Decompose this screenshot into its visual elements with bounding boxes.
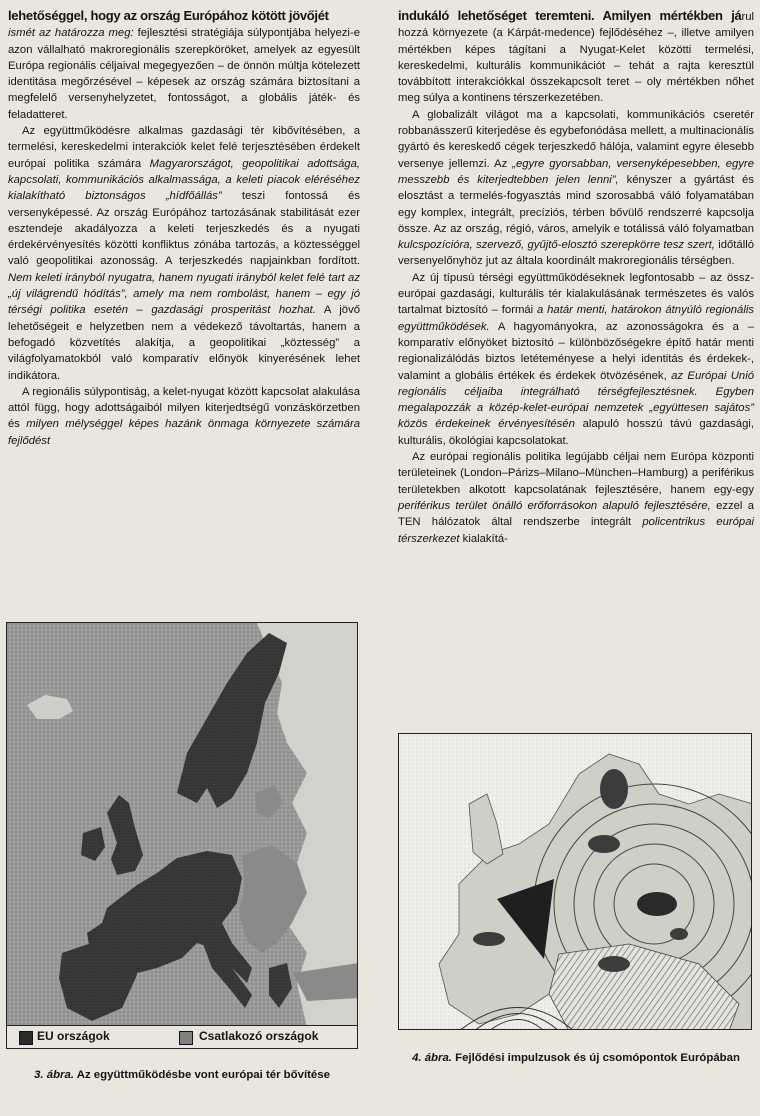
paragraph	[398, 270, 754, 449]
caption-number: 4. ábra.	[412, 1052, 452, 1064]
europe-map	[7, 623, 358, 1028]
body-text: alapuló hosszú távú gazdasági, kulturális, ökológiai kapcsolatokat.	[398, 418, 755, 447]
paragraph	[8, 384, 360, 449]
body-text: A hagyományokra, az azonosságokra és a – komparatív előnyöket biztosító – különbözőségekre építő határ menti regionalizálódás biztos letéteményese a helyi identitás és érdekek-, valamint a globális értékek és érdekek ötvözésének,	[398, 320, 754, 382]
node	[600, 769, 628, 809]
figure-4	[398, 733, 752, 1030]
italic-text: Magyarországot, geopolitikai adottsága, kapcsolati, kommunikációs alkalmassága, a keleti piacok eléréséhez kialakítható biztonságos „hídfőállás”	[8, 157, 360, 203]
italic-text: milyen mélységgel képes hazánk önmaga környezete számára fejlődést	[8, 418, 360, 447]
paragraph	[8, 123, 360, 384]
node	[670, 928, 688, 940]
body-text: rul hozzá környezete (a Kárpát-medence) fejlődéséhez –, illetve amilyen mértékben képes tágítani a Nyugat-Kelet közötti termelési, kereskedelmi, kulturális kommunikációt – tehát a rajta keresztül továbbított interakciókkal összekapcsolt teret – oly mértékben nőhet meg súlya a kontinens térszerkezetében.	[398, 11, 754, 105]
left-column	[8, 8, 360, 449]
body-text: kialakítá-	[459, 532, 508, 545]
map-frame	[398, 733, 752, 1030]
right-column	[398, 8, 754, 547]
node	[637, 892, 677, 916]
caption-number: 3. ábra.	[34, 1069, 74, 1081]
body-text: A jövő lehetőségeit e helyzetben nem a védekező távoltartás, hanem a befogadó közvetítés alakítja, a geopolitikai „köztesség” a világfolyamatokból való komparatív előnyök kinyerésének lehet indikátora.	[8, 304, 360, 382]
body-text: Az új típusú térségi együttműködéseknek legfontosabb – az össz-európai gazdasági, kulturális tér kialakulásának természetes és valós tartalmat biztosító – formái	[398, 271, 754, 317]
node	[473, 932, 505, 946]
body-text: Az együttműködésre alkalmas gazdasági tér kibővítésében, a termelési, kereskedelmi interakciók kelet felé terjesztésében érdekelt európai politika számára	[8, 125, 360, 170]
caption-text: Fejlődési impulzusok és új csomópontok Európában	[451, 1052, 740, 1064]
map-frame	[6, 622, 358, 1049]
italic-text: ismét az határozza meg:	[8, 27, 134, 40]
impulses-map	[399, 734, 752, 1030]
italic-text: kulcspozícióra, szervező, gyűjtő-elosztó szerepkörre tesz szert,	[398, 239, 715, 252]
continued-heading-text: indukáló lehetőséget teremteni. Amilyen mértékben já	[398, 8, 742, 23]
italic-text: a határ menti, határokon átnyúló regionális együttműködések.	[398, 304, 754, 333]
paragraph	[398, 8, 754, 107]
body-text: kényszer a gyártást és elosztást a termelés-fogyasztás mind szorosabbá váló folyamatában egy komplex, integrált, precíziós, térben bővülő rendszerré kapcsolja össze. Az az ország, régió, város, amelyik e totálissá váló folyamatban	[398, 173, 754, 235]
paragraph	[398, 449, 754, 547]
italic-text: periférikus terület önálló erőforrásokon alapuló fejlesztésére,	[398, 499, 711, 512]
figure-4-caption	[400, 1051, 752, 1065]
node	[588, 835, 620, 853]
italic-text: „egyre gyorsabban, versenyképesebben, egyre messzebb és kiterjedtebben jelen lenni”,	[398, 157, 754, 186]
body-text: teszi fontossá és versenyképessé. Az ország Európához tartozásának stabilitását ezer esztendeje akadályozza a keleti terjeszkedés és a nyugati érdekérvényesítés közötti konfliktus zónába tartozás, a köztességgel való geopolitikai azonosság. A terjeszkedés napjainkban fordított.	[8, 190, 361, 268]
caption-text: Az együttműködésbe vont európai tér bővítése	[73, 1069, 330, 1081]
italic-text: az Európai Unió regionális céljaiba integrálható térségfejlesztésnek. Egyben megalapozzák a közép-kelet-európai nemzetek „együttesen sajátos” közös érdekeinek érvényesítésén	[398, 369, 754, 431]
italic-text: policentrikus európai térszerkezet	[398, 516, 754, 545]
body-text: fejlesztési stratégiája súlypontjába helyezi-e azon vállalható makroregionális szerepköröket, amelyek az egyesült Európa regionális céljaival megegyezően – de önnön múltja kötelezett identitása megőrzésével – képesek az ország számára biztosítani a megfelelő versenyhelyzetet, fontosságot, a globális játék- és feladatteret.	[8, 27, 360, 121]
legend-label-candidate: Csatlakozó országok	[199, 1029, 319, 1043]
paragraph	[8, 8, 360, 123]
legend-swatch-eu	[19, 1031, 33, 1045]
paragraph	[398, 107, 754, 270]
body-text: ezzel a TEN hálózatok által rendszerbe integrált	[398, 499, 755, 529]
figure-3-caption	[6, 1068, 358, 1082]
body-text: időtálló versenyelőnyhöz jut az általa koordinált makroregionális térségben.	[398, 239, 754, 268]
legend-swatch-candidate	[179, 1031, 193, 1045]
continued-heading-text: lehetőséggel, hogy az ország Európához kötött jövőjét	[8, 8, 329, 23]
body-text: A globalizált világot ma a kapcsolati, kommunikációs cseretér robbanásszerű kiterjedése és egybefonódása mellett, a multinacionális gyártó és kereskedő cégek terjeszkedő hálója, valamint egyre élesebb versenye jellemzi. Az	[398, 108, 754, 170]
italic-text: Nem keleti irányból nyugatra, hanem nyugati irányból kelet felé tart az „új világrendű hódítás”, amely ma nem rombolást, hanem – egy jó térségi politika esetén – gazdasági prosperitást hozhat.	[8, 271, 360, 317]
node	[598, 956, 630, 972]
legend-label-eu: EU országok	[37, 1029, 110, 1043]
body-text: A regionális súlypontiság, a kelet-nyugat között kapcsolat alakulása attól függ, hogy adottságaiból milyen kiterjedtségű vonzáskörzetben és	[8, 385, 360, 431]
map-legend	[7, 1025, 357, 1048]
body-text: Az európai regionális politika legújabb céljai nem Európa központi területeinek (London–Párizs–Milano–München–Hamburg) a periférikus területekben alkotott kapcsolatának fejlesztésére, hanem egy-egy	[398, 451, 754, 496]
figure-3	[6, 622, 358, 1049]
